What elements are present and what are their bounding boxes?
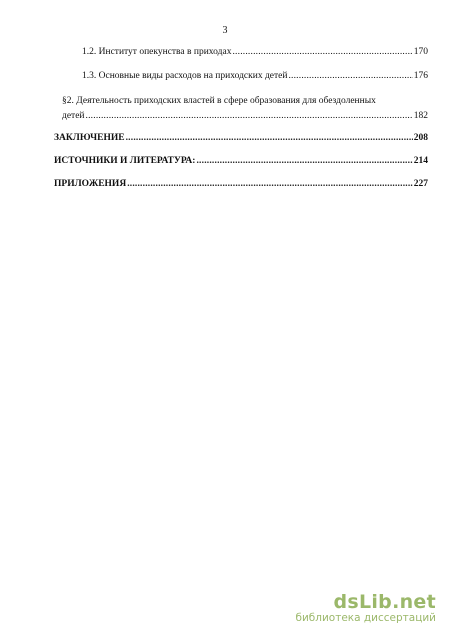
toc-entry-label: 1.3. Основные виды расходов на приходских детей (82, 71, 288, 81)
watermark-logo: dsLib.net (333, 591, 436, 613)
toc-entry-page: 208 (413, 133, 428, 143)
toc-entry (62, 110, 428, 122)
toc-entry-page: 176 (413, 71, 428, 81)
toc-entry (54, 155, 428, 167)
page-number: 3 (222, 25, 228, 36)
toc-leader-dots (86, 110, 413, 122)
toc-leader-dots (288, 70, 412, 82)
toc-entry-page: 214 (413, 156, 428, 166)
toc-entry (82, 46, 428, 58)
toc-entry-label: ЗАКЛЮЧЕНИЕ (54, 133, 125, 143)
toc-entry-label: детей (62, 111, 85, 121)
watermark-subtitle: библиотека диссертаций (295, 612, 436, 624)
toc-leader-dots (127, 178, 413, 190)
toc-entry-label: §2. Деятельность приходских властей в сфере образования для обездоленных (62, 96, 376, 106)
toc-entry-page: 182 (413, 111, 428, 121)
toc-entry (82, 70, 428, 82)
toc-entry-page: 170 (413, 47, 428, 57)
toc-entry-label: 1.2. Институт опекунства в приходах (82, 47, 232, 57)
toc-leader-dots (196, 155, 412, 167)
watermark (295, 592, 436, 624)
toc-entry-page: 227 (413, 179, 428, 189)
toc-entry-label: ИСТОЧНИКИ И ЛИТЕРАТУРА: (54, 156, 196, 166)
toc-entry (54, 132, 428, 144)
toc-entry (54, 178, 428, 190)
toc-leader-dots (232, 46, 412, 58)
toc-entry-label: ПРИЛОЖЕНИЯ (54, 179, 127, 189)
toc-leader-dots (126, 132, 413, 144)
